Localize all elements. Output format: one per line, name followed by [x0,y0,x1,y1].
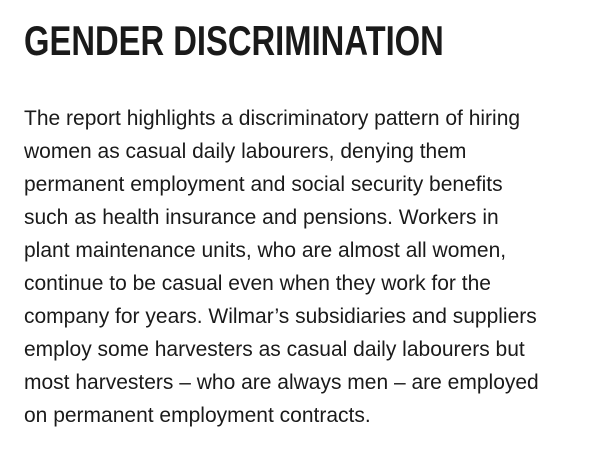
paragraph-line: most harvesters – who are always men – are employed [24,371,539,394]
section-heading: GENDER DISCRIMINATION [24,17,444,64]
paragraph-line: continue to be casual even when they work for the [24,272,491,295]
paragraph-line: employ some harvesters as casual daily labourers but [24,338,525,361]
paragraph-line: on permanent employment contracts. [24,404,371,427]
paragraph-line: permanent employment and social security benefits [24,173,503,196]
paragraph-line: The report highlights a discriminatory pattern of hiring [24,107,521,130]
paragraph-line: women as casual daily labourers, denying them [24,140,467,163]
paragraph-line: company for years. Wilmar’s subsidiaries and suppliers [24,305,537,328]
paragraph-line: such as health insurance and pensions. Workers in [24,206,499,229]
paragraph-line: plant maintenance units, who are almost all women, [24,239,507,262]
body-paragraph [24,102,594,432]
